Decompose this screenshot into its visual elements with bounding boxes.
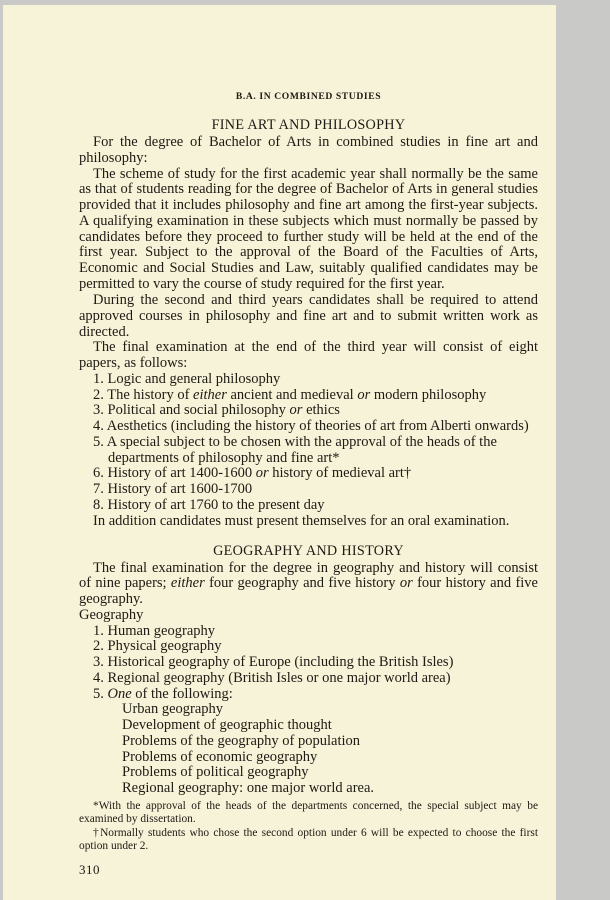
running-head: B.A. IN COMBINED STUDIES xyxy=(235,91,382,102)
fine-art-para-scheme: The scheme of study for the first academic year shall normally be the same as that of students reading for the degree of Bachelor of Arts in general studies provided that it includes philosophy and fine art among the first-year subjects. A qualifying examination in these subjects which must normally be passed by candidates before they proceed to further study will be held at the end of the first year. Subject to the approval of the Board of the Faculties of Arts, Economic and Social Studies and Law, suitably qualified candidates may be permitted to vary the course of study required for the first year. xyxy=(79,165,538,293)
list-item: 3. Historical geography of Europe (including the British Isles) xyxy=(93,654,454,670)
list-item: 2. Physical geography xyxy=(93,638,222,654)
option-item: Regional geography: one major world area. xyxy=(122,780,375,796)
option-item: Problems of political geography xyxy=(122,764,309,780)
section-title-fine-art: FINE ART AND PHILOSOPHY xyxy=(211,117,406,133)
geography-subhead: Geography xyxy=(79,606,144,623)
list-item: 5. One of the following: xyxy=(93,685,233,702)
list-item: 4. Regional geography (British Isles or one major world area) xyxy=(93,669,451,686)
list-item: 8. History of art 1760 to the present day xyxy=(93,496,325,513)
list-item: 2. The history of either ancient and medieval or modern philosophy xyxy=(93,386,487,403)
oral-exam-note: In addition candidates must present themselves for an oral examination. xyxy=(93,512,510,529)
option-item: Urban geography xyxy=(122,701,224,717)
page-number: 310 xyxy=(79,862,100,877)
option-item: Development of geographic thought xyxy=(122,717,332,733)
list-item: 1. Logic and general philosophy xyxy=(93,370,281,387)
list-item: 7. History of art 1600-1700 xyxy=(93,481,253,497)
list-item: 5. A special subject to be chosen with the approval of the heads of the xyxy=(93,434,497,450)
option-item: Problems of the geography of population xyxy=(122,732,360,749)
list-item: 1. Human geography xyxy=(93,622,216,639)
list-item: 4. Aesthetics (including the history of theories of art from Alberti onwards) xyxy=(93,418,529,434)
list-item-continuation: departments of philosophy and fine art* xyxy=(108,449,340,466)
geography-intro: The final examination for the degree in geography and history will consist of nine papers; either four geography and five history or four history and five geography. xyxy=(79,559,538,608)
footnote-dagger: †Normally students who chose the second option under 6 will be expected to choose the first option under 2. xyxy=(79,827,538,852)
fine-art-intro: For the degree of Bachelor of Arts in combined studies in fine art and philosophy: xyxy=(79,134,538,166)
fine-art-para-final-exam: The final examination at the end of the third year will consist of eight papers, as follows: xyxy=(79,339,538,371)
footnote-asterisk: *With the approval of the heads of the departments concerned, the special subject may be examined by dissertation. xyxy=(79,800,538,825)
section-title-geography: GEOGRAPHY AND HISTORY xyxy=(213,543,404,559)
fine-art-para-courses: During the second and third years candidates shall be required to attend approved courses in philosophy and fine art and to submit written work as directed. xyxy=(79,292,538,340)
list-item: 6. History of art 1400-1600 or history of medieval art† xyxy=(93,465,412,481)
option-item: Problems of economic geography xyxy=(122,748,318,765)
document-page xyxy=(3,5,556,900)
list-item: 3. Political and social philosophy or ethics xyxy=(93,402,340,418)
